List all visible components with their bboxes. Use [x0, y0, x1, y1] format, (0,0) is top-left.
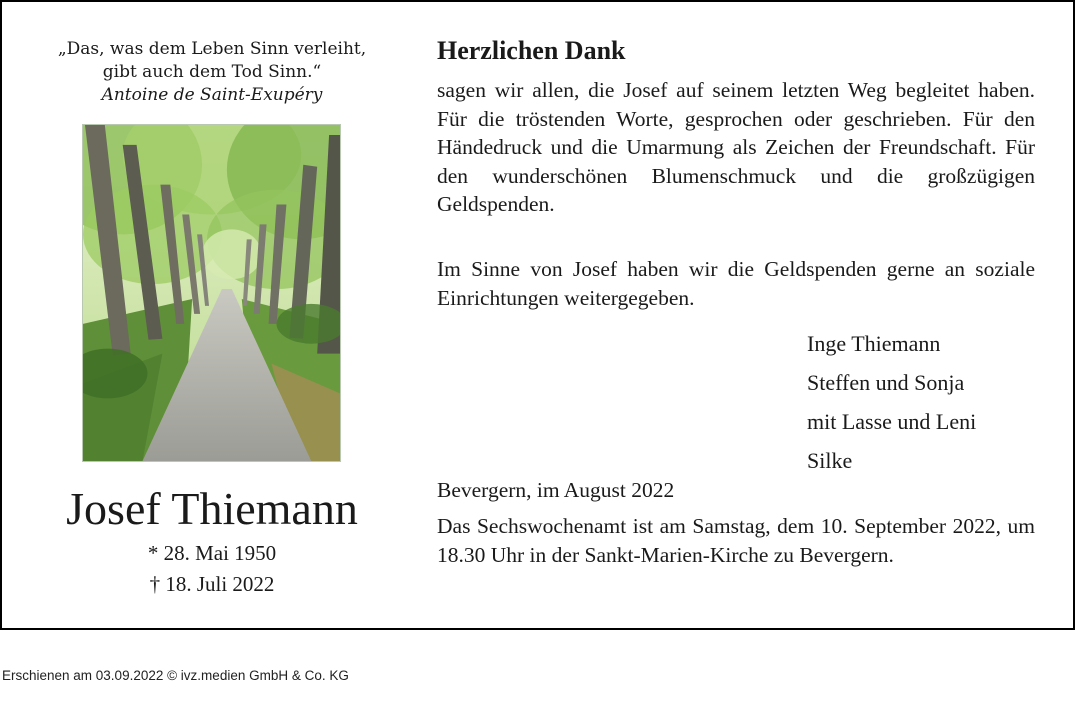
life-dates: [70, 538, 354, 600]
quote-author: Antoine de Saint-Exupéry: [101, 85, 323, 105]
birth-date: * 28. Mai 1950: [147, 541, 277, 565]
publication-imprint: Erschienen am 03.09.2022 © ivz.medien GmbH & Co. KG: [2, 668, 349, 683]
quote-line: „Das, was dem Leben Sinn verleiht,: [57, 39, 367, 59]
avenue-illustration: [83, 125, 340, 461]
death-date: † 18. Juli 2022: [149, 572, 275, 596]
signer: Inge Thiemann: [807, 331, 941, 356]
thanks-paragraph: sagen wir allen, die Josef auf seinem letzten Weg begleitet haben. Für die tröstenden Worte, gesprochen oder geschrieben. Für den Händedruck und die Umarmung als Zeichen der Freundschaft. Für den wunderschönen Blumenschmuck und die großzügigen Geldspenden.: [437, 78, 1035, 217]
signer: mit Lasse und Leni: [807, 409, 977, 434]
quote-line: gibt auch dem Tod Sinn.“: [102, 62, 322, 82]
deceased-name: Josef Thiemann: [66, 483, 358, 534]
place-date: Bevergern, im August 2022: [437, 478, 675, 502]
service-paragraph: Das Sechswochenamt ist am Samstag, dem 10. September 2022, um 18.30 Uhr in der Sankt-Marien-Kirche zu Bevergern.: [437, 514, 1035, 567]
signer: Silke: [807, 448, 853, 473]
notice-heading: Herzlichen Dank: [437, 36, 626, 65]
signers-list: [807, 324, 976, 480]
tree-lined-avenue-photo: [82, 124, 341, 462]
donation-paragraph: Im Sinne von Josef haben wir die Geldspenden gerne an soziale Einrichtungen weitergegeben.: [437, 257, 1035, 310]
signer: Steffen und Sonja: [807, 370, 965, 395]
quote-block: [40, 38, 384, 107]
